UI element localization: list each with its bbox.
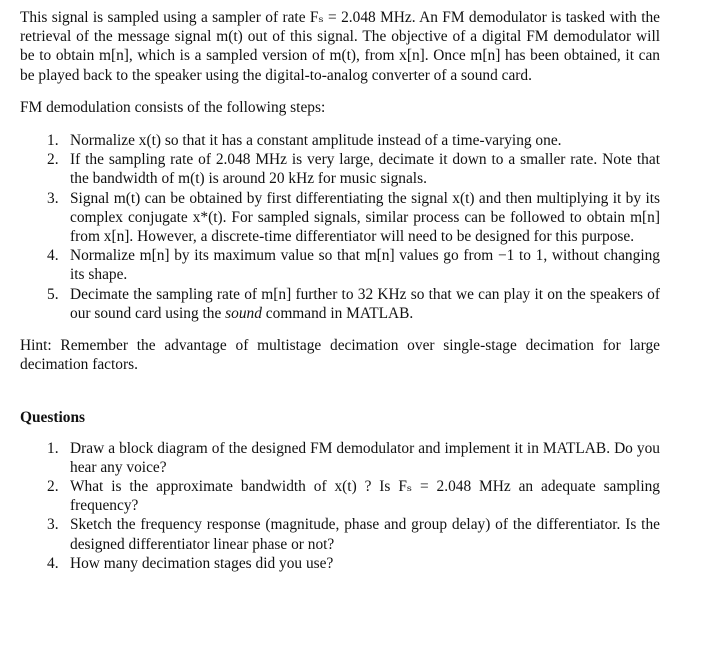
list-number: 1. bbox=[47, 439, 59, 457]
list-text: Draw a block diagram of the designed FM demodulator and implement it in MATLAB. Do you hear any voice? bbox=[70, 439, 660, 476]
list-item bbox=[20, 246, 660, 284]
list-number: 3. bbox=[47, 516, 59, 534]
intro-paragraph: This signal is sampled using a sampler of rate Fₛ = 2.048 MHz. An FM demodulator is tasked with the retrieval of the message signal m(t) out of this signal. The objective of a digital FM demodulator will be to obtain m[n], which is a sampled version of m(t), from x[n]. Once m[n] has been obtained, it can be played back to the speaker using the digital-to-analog converter of a sound card. bbox=[20, 9, 660, 84]
list-number: 4. bbox=[47, 247, 59, 265]
list-item bbox=[20, 150, 660, 188]
questions-heading: Questions bbox=[20, 409, 85, 427]
list-text: command in MATLAB. bbox=[261, 304, 414, 322]
list-number: 4. bbox=[47, 554, 59, 572]
list-item bbox=[20, 285, 660, 323]
list-text: How many decimation stages did you use? bbox=[70, 554, 334, 572]
hint-paragraph: Hint: Remember the advantage of multistage decimation over single-stage decimation for large decimation factors. bbox=[20, 337, 660, 374]
steps-heading: FM demodulation consists of the following steps: bbox=[20, 98, 326, 116]
list-text: Normalize x(t) so that it has a constant amplitude instead of a time-varying one. bbox=[70, 132, 562, 150]
sound-command: sound bbox=[225, 304, 262, 322]
list-number: 3. bbox=[47, 189, 59, 207]
list-item bbox=[20, 554, 660, 573]
list-text: If the sampling rate of 2.048 MHz is very large, decimate it down to a smaller rate. Note that the bandwidth of m(t) is around 20 kHz for music signals. bbox=[70, 151, 660, 188]
questions-list bbox=[20, 439, 660, 573]
list-text: What is the approximate bandwidth of x(t) ? Is Fₛ = 2.048 MHz an adequate sampling frequency? bbox=[70, 478, 660, 515]
list-text: Signal m(t) can be obtained by first differentiating the signal x(t) and then multiplying it by its complex conjugate x*(t). For sampled signals, similar process can be followed to obtain m[n] from x[n]. However, a discrete-time differentiator will need to be designed for this purpose. bbox=[70, 189, 660, 246]
list-text: Sketch the frequency response (magnitude, phase and group delay) of the differentiator. Is the designed differentiator linear phase or not? bbox=[70, 516, 660, 553]
list-text: Normalize m[n] by its maximum value so that m[n] values go from −1 to 1, without changing its shape. bbox=[70, 247, 660, 284]
list-item bbox=[20, 131, 660, 150]
list-item bbox=[20, 439, 660, 477]
list-number: 2. bbox=[47, 478, 59, 496]
steps-list bbox=[20, 131, 660, 323]
list-item bbox=[20, 477, 660, 515]
list-item bbox=[20, 189, 660, 247]
list-number: 5. bbox=[47, 285, 59, 303]
list-text: Decimate the sampling rate of m[n] further to 32 KHz so that we can play it on the speakers of our sound card using the bbox=[70, 285, 660, 322]
list-number: 2. bbox=[47, 151, 59, 169]
list-number: 1. bbox=[47, 132, 59, 150]
document-page bbox=[20, 8, 660, 573]
list-item bbox=[20, 515, 660, 553]
